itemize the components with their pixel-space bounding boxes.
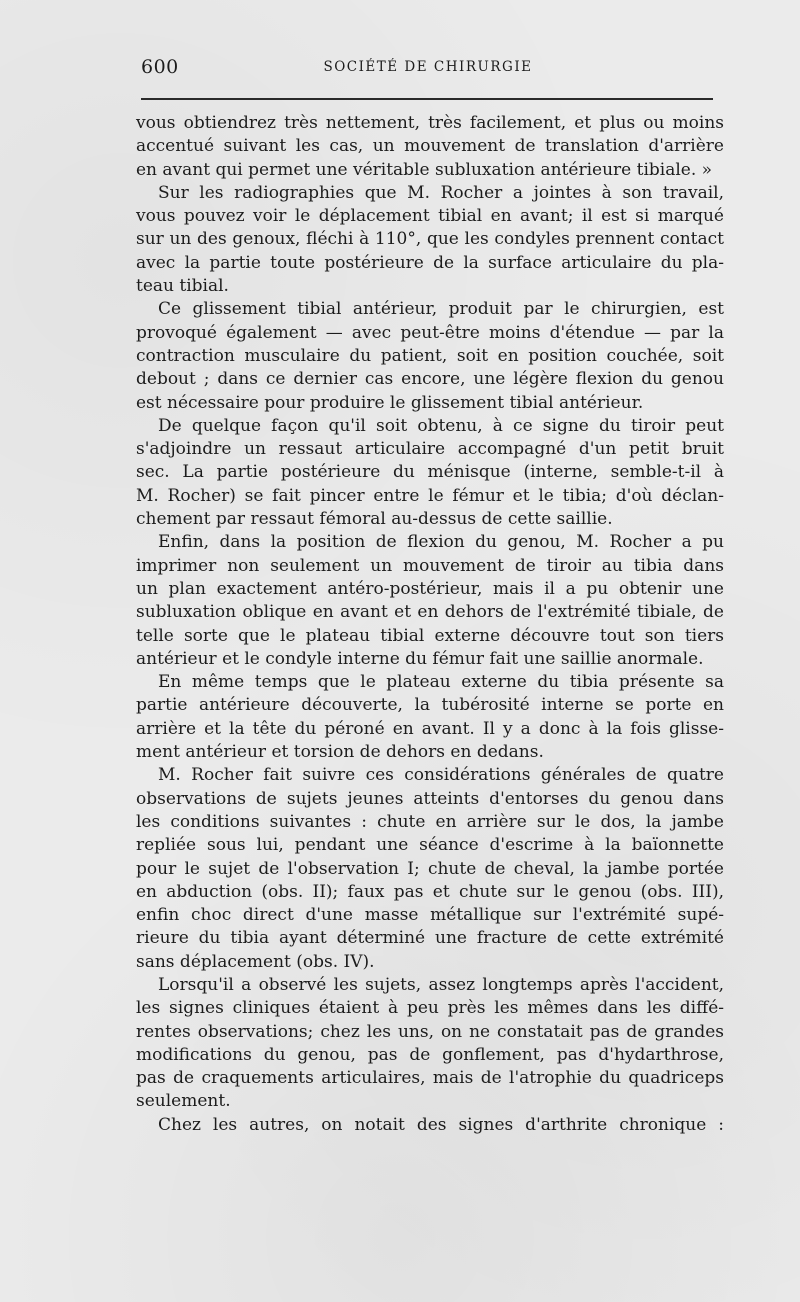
paragraph-first-line: Chez les autres, on notait des signes d'arthrite chronique :: [158, 1114, 724, 1135]
text-line: imprimer non seulement un mouvement de tiroir au tibia dans: [136, 555, 724, 576]
text-line: enfin choc direct d'une masse métallique sur l'extrémité supé-: [136, 905, 724, 926]
text-line: avec la partie toute postérieure de la surface articulaire du pla-: [136, 252, 724, 273]
text-line: repliée sous lui, pendant une séance d'escrime à la baïonnette: [136, 835, 724, 856]
text-line: accentué suivant les cas, un mouvement de translation d'arrière: [136, 136, 724, 157]
text-line: sec. La partie postérieure du ménisque (interne, semble-t-il à: [136, 462, 724, 483]
text-line: pas de craquements articulaires, mais de l'atrophie du quadriceps: [136, 1068, 724, 1089]
paragraph-first-line: De quelque façon qu'il soit obtenu, à ce signe du tiroir peut: [158, 415, 724, 436]
text-line: vous pouvez voir le déplacement tibial en avant; il est si marqué: [136, 206, 724, 227]
text-line: partie antérieure découverte, la tubérosité interne se porte en: [136, 695, 724, 716]
text-line: les signes cliniques étaient à peu près les mêmes dans les diffé-: [136, 998, 724, 1019]
text-line: en abduction (obs. II); faux pas et chute sur le genou (obs. III),: [136, 881, 724, 902]
text-line: debout ; dans ce dernier cas encore, une légère flexion du genou: [136, 369, 724, 390]
text-line: ment antérieur et torsion de dehors en dedans.: [136, 742, 544, 763]
text-line: M. Rocher) se fait pincer entre le fémur et le tibia; d'où déclan-: [136, 485, 724, 506]
text-line: chement par ressaut fémoral au-dessus de cette saillie.: [136, 509, 613, 530]
text-line: arrière et la tête du péroné en avant. Il y a donc à la fois glisse-: [136, 718, 724, 739]
text-line: rieure du tibia ayant déterminé une fracture de cette extrémité: [136, 928, 724, 949]
running-title: SOCIÉTÉ DE CHIRURGIE: [323, 59, 533, 75]
paragraph-first-line: En même temps que le plateau externe du tibia présente sa: [158, 672, 724, 693]
body-text: [136, 112, 724, 1137]
paragraph-first-line: Enfin, dans la position de flexion du genou, M. Rocher a pu: [158, 532, 724, 553]
text-line: antérieur et le condyle interne du fémur fait une saillie anormale.: [136, 648, 704, 669]
text-line: subluxation oblique en avant et en dehors de l'extrémité tibiale, de: [136, 602, 724, 623]
page-header: [141, 56, 715, 88]
text-line: rentes observations; chez les uns, on ne constatait pas de grandes: [136, 1021, 724, 1042]
text-line: observations de sujets jeunes atteints d'entorses du genou dans: [136, 788, 724, 809]
text-line: telle sorte que le plateau tibial externe découvre tout son tiers: [136, 625, 724, 646]
text-line: s'adjoindre un ressaut articulaire accompagné d'un petit bruit: [136, 439, 724, 460]
text-line: modifications du genou, pas de gonflement, pas d'hydarthrose,: [136, 1044, 724, 1065]
text-line: les conditions suivantes : chute en arrière sur le dos, la jambe: [136, 811, 724, 832]
text-line: provoqué également — avec peut-être moins d'étendue — par la: [136, 322, 724, 343]
header-rule: [141, 98, 713, 100]
paragraph-first-line: M. Rocher fait suivre ces considérations générales de quatre: [158, 765, 724, 786]
paragraph-first-line: Sur les radiographies que M. Rocher a jointes à son travail,: [158, 182, 724, 203]
text-line: teau tibial.: [136, 276, 229, 297]
text-line: sans déplacement (obs. IV).: [136, 951, 375, 972]
paragraph-first-line: Lorsqu'il a observé les sujets, assez longtemps après l'accident,: [158, 974, 724, 995]
paragraph-first-line: Ce glissement tibial antérieur, produit par le chirurgien, est: [158, 299, 724, 320]
text-line: pour le sujet de l'observation I; chute de cheval, la jambe portée: [136, 858, 724, 879]
text-line: est nécessaire pour produire le glissement tibial antérieur.: [136, 392, 644, 413]
text-line: sur un des genoux, fléchi à 110°, que les condyles prennent contact: [136, 229, 724, 250]
text-line: contraction musculaire du patient, soit en position couchée, soit: [136, 345, 724, 366]
text-line: en avant qui permet une véritable subluxation antérieure tibiale. »: [136, 159, 713, 180]
page-number: 600: [141, 56, 179, 78]
text-line: seulement.: [136, 1091, 231, 1112]
text-line: vous obtiendrez très nettement, très facilement, et plus ou moins: [136, 113, 724, 133]
text-line: un plan exactement antéro-postérieur, mais il a pu obtenir une: [136, 578, 724, 599]
